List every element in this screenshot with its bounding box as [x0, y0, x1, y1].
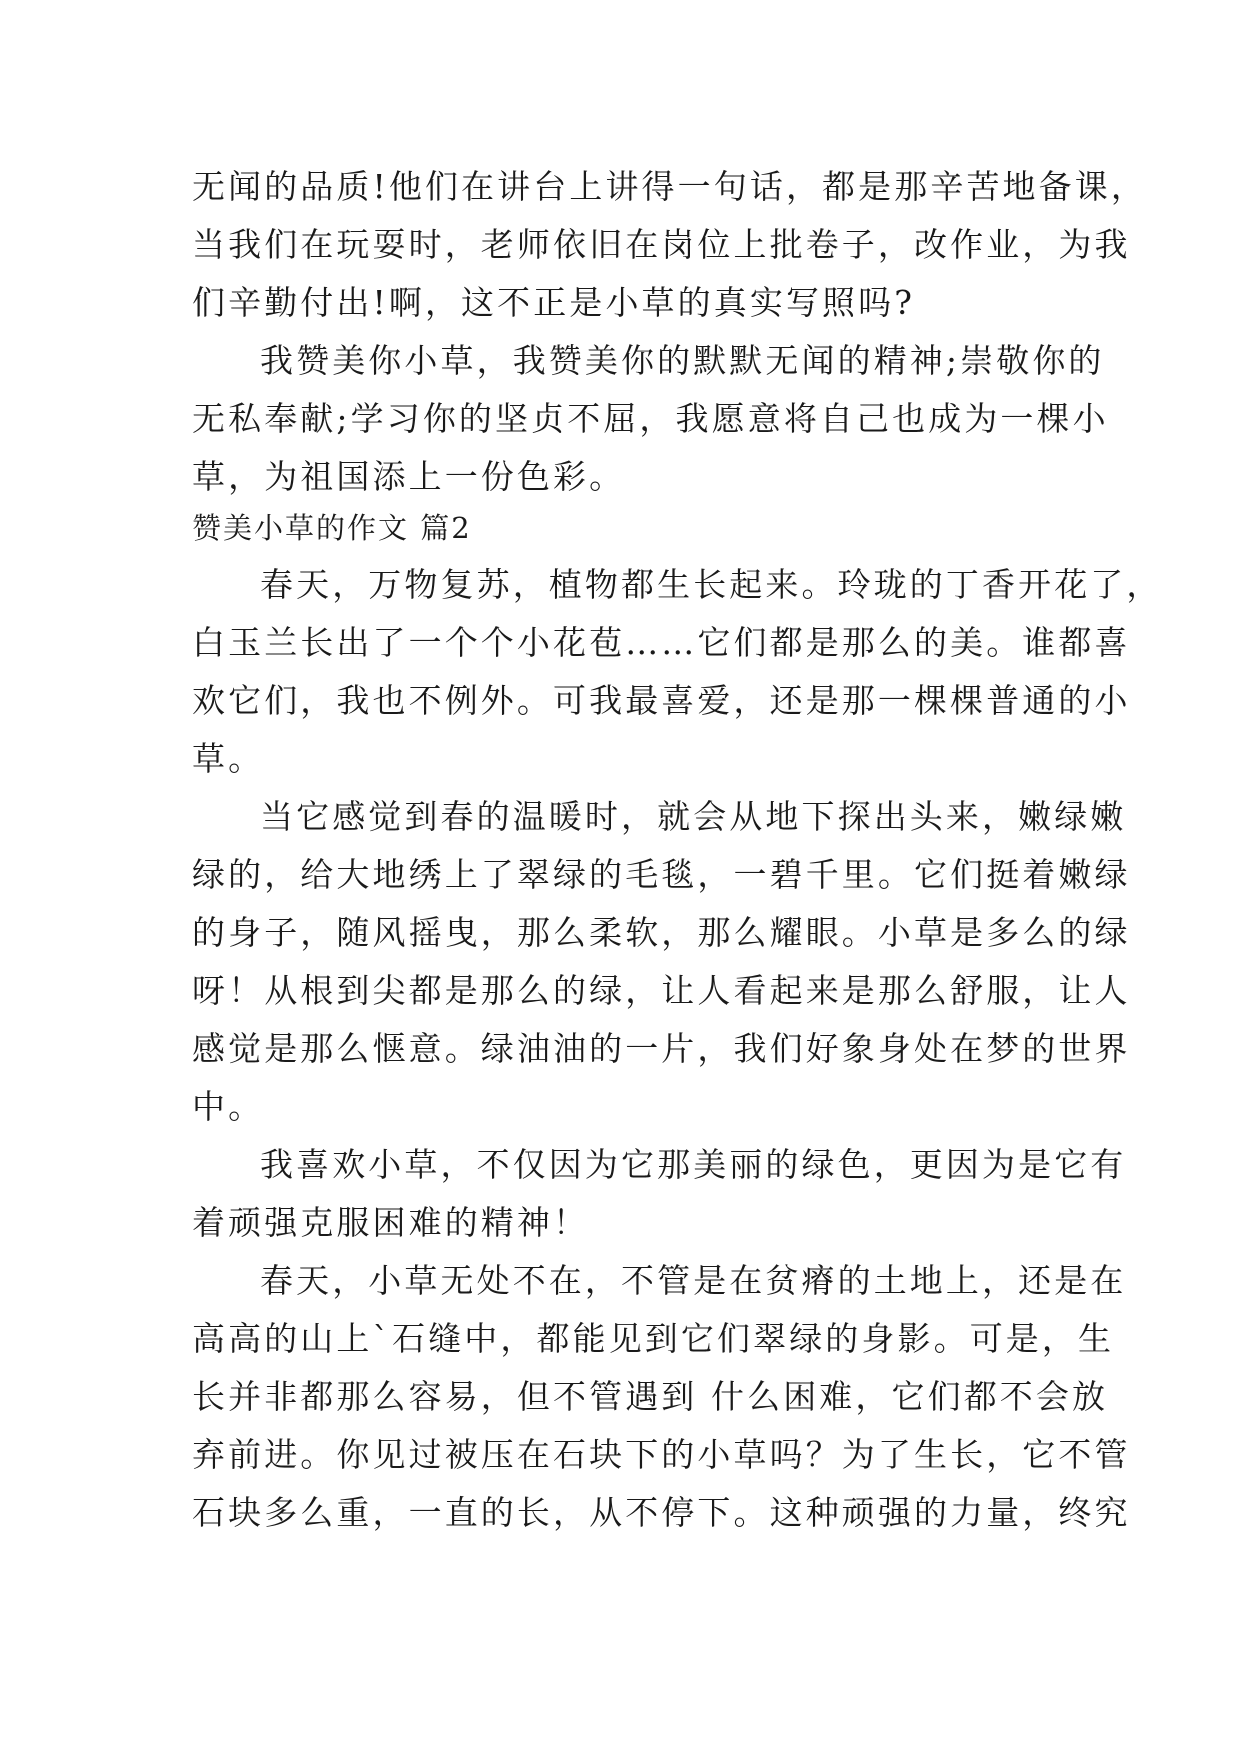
paragraph	[192, 1136, 1127, 1252]
text-line: 春天，小草无处不在，不管是在贫瘠的土地上，还是在	[260, 1261, 1127, 1300]
text-line: 草。	[192, 739, 265, 778]
text-line: 白玉兰长出了一个个小花苞……它们都是那么的美。谁都喜	[192, 623, 1131, 662]
text-line: 当我们在玩耍时，老师依旧在岗位上批卷子，改作业，为我	[192, 225, 1131, 264]
text-line: 感觉是那么惬意。绿油油的一片，我们好象身处在梦的世界	[192, 1029, 1131, 1068]
text-line: 我赞美你小草，我赞美你的默默无闻的精神;崇敬你的	[260, 341, 1105, 380]
text-line: 的身子，随风摇曳，那么柔软，那么耀眼。小草是多么的绿	[192, 913, 1131, 952]
text-line: 当它感觉到春的温暖时，就会从地下探出头来，嫩绿嫩	[260, 797, 1127, 836]
text-line: 草，为祖国添上一份色彩。	[192, 457, 626, 496]
text-line: 绿的，给大地绣上了翠绿的毛毯，一碧千里。它们挺着嫩绿	[192, 855, 1131, 894]
text-line: 中。	[192, 1087, 265, 1126]
paragraph	[192, 788, 1131, 1136]
paragraph	[192, 556, 1163, 788]
text-line: 着顽强克服困难的精神！	[192, 1203, 590, 1242]
text-line: 弃前进。你见过被压在石块下的小草吗？为了生长，它不管	[192, 1435, 1131, 1474]
text-line: 我喜欢小草，不仅因为它那美丽的绿色，更因为是它有	[260, 1145, 1127, 1184]
text-line: 高高的山上`石缝中，都能见到它们翠绿的身影。可是，生	[192, 1319, 1115, 1358]
text-line: 呀！从根到尖都是那么的绿，让人看起来是那么舒服，让人	[192, 971, 1131, 1010]
section-heading: 赞美小草的作文 篇2	[192, 511, 472, 545]
text-line: 石块多么重，一直的长，从不停下。这种顽强的力量，终究	[192, 1493, 1131, 1532]
paragraph	[192, 158, 1147, 332]
document-body	[192, 158, 1163, 1542]
text-line: 春天，万物复苏，植物都生长起来。玲珑的丁香开花了，	[260, 565, 1163, 604]
paragraph	[192, 1252, 1131, 1542]
text-line: 们辛勤付出!啊，这不正是小草的真实写照吗?	[192, 283, 916, 322]
paragraph	[192, 332, 1109, 506]
text-line: 欢它们，我也不例外。可我最喜爱，还是那一棵棵普通的小	[192, 681, 1131, 720]
text-line: 无闻的品质!他们在讲台上讲得一句话，都是那辛苦地备课，	[192, 167, 1147, 206]
text-line: 无私奉献;学习你的坚贞不屈，我愿意将自己也成为一棵小	[192, 399, 1109, 438]
text-line: 长并非都那么容易，但不管遇到 什么困难，它们都不会放	[192, 1377, 1109, 1416]
